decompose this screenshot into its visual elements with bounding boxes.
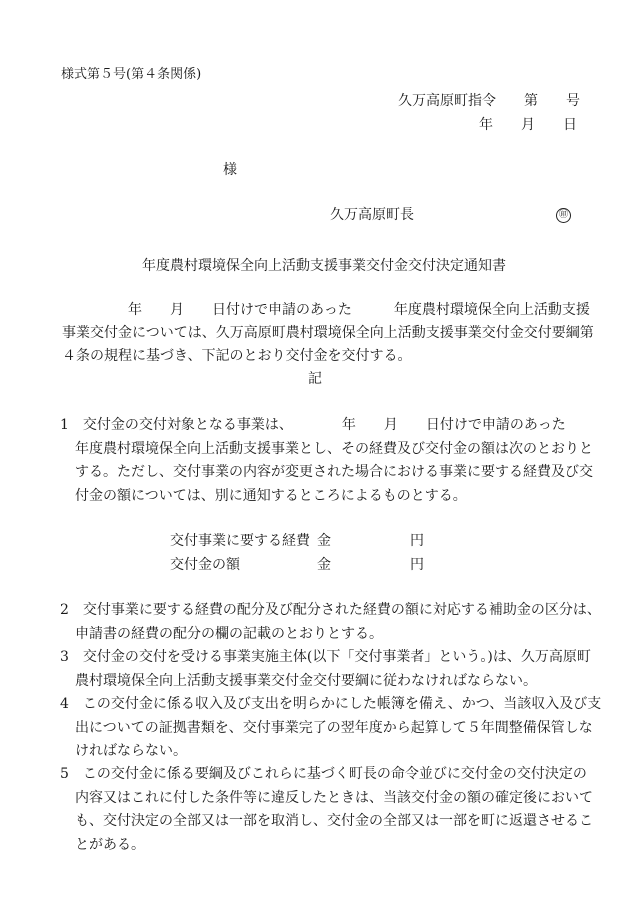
directive-number-line: 久万高原町指令 第 号 [398, 93, 580, 109]
amount-label-expense: 交付事業に要する経費 [170, 533, 310, 549]
clause-line: 年度農村環境保全向上活動支援事業とし、その経費及び交付金の額は次のとおりと [75, 440, 593, 457]
clause-number: 3 [60, 649, 69, 665]
clause-4 [60, 693, 602, 764]
clause-line: とがある。 [75, 836, 145, 853]
clause-text: 交付金の交付を受ける事業実施主体(以下「交付事業者」という。)は、久万高原町 [82, 649, 591, 665]
amount-unit-grant: 円 [410, 557, 424, 573]
intro-line: 年 月 日付けで申請のあった 年度農村環境保全向上活動支援 [128, 302, 590, 318]
clause-line: 農村環境保全向上活動支援事業交付金交付要綱に従わなければならない。 [75, 672, 537, 689]
clause-5 [60, 763, 593, 857]
amount-unit-expense: 円 [410, 533, 424, 549]
amount-prefix-grant: 金 [317, 557, 331, 573]
ki-heading: 記 [308, 371, 322, 387]
clause-1 [60, 414, 593, 508]
document-title: 年度農村環境保全向上活動支援事業交付金交付決定通知書 [142, 258, 506, 274]
clause-line [60, 646, 591, 670]
clause-line: 出についての証拠書類を、交付事業完了の翌年度から起算して５年間整備保管しな [75, 719, 593, 736]
clause-number: 2 [60, 602, 69, 618]
clause-text: この交付金に係る要綱及びこれらに基づく町長の命令並びに交付金の交付決定の [82, 766, 587, 782]
clause-line [60, 599, 601, 623]
clause-text: 交付金の交付対象となる事業は、 年 月 日付けで申請のあった [82, 417, 566, 433]
clause-text: この交付金に係る収入及び支出を明らかにした帳簿を備え、かつ、当該収入及び支 [82, 696, 602, 712]
clause-number: 4 [60, 696, 69, 712]
clause-line: も、交付決定の全部又は一部を取消し、交付金の全部又は一部を町に返還させるこ [75, 813, 593, 829]
intro-paragraph [62, 299, 594, 368]
clause-line: する。ただし、交付事業の内容が変更された場合における事業に要する経費及び交 [75, 464, 593, 480]
clause-number: 1 [60, 417, 69, 433]
intro-line: ４条の規程に基づき、下記のとおり交付金を交付する。 [62, 348, 412, 364]
date-line: 年 月 日 [479, 117, 577, 133]
clause-line: ければならない。 [75, 743, 187, 759]
intro-line: 事業交付金については、久万高原町農村環境保全向上活動支援事業交付金交付要綱第 [62, 325, 594, 341]
amount-label-grant: 交付金の額 [170, 557, 240, 573]
clause-2 [60, 599, 601, 646]
addressee-suffix: 様 [223, 162, 237, 178]
clause-line: 申請書の経費の配分の欄の記載のとおりとする。 [75, 625, 383, 642]
sender-name: 久万高原町長 [330, 207, 414, 223]
clause-line: 付金の額については、別に通知するところによるものとする。 [75, 487, 467, 504]
clause-text: 交付事業に要する経費の配分及び配分された経費の額に対応する補助金の区分は、 [82, 602, 601, 618]
clause-line [60, 693, 602, 717]
clause-line: 内容又はこれに付した条件等に違反したときは、当該交付金の額の確定後において [75, 789, 593, 806]
clause-line [60, 414, 585, 438]
amount-prefix-expense: 金 [317, 533, 331, 549]
clause-number: 5 [60, 766, 69, 782]
clause-3 [60, 646, 591, 693]
clause-line [60, 763, 585, 787]
seal-mark: ㊞ [556, 208, 571, 223]
form-label: 様式第５号(第４条関係) [61, 67, 202, 82]
